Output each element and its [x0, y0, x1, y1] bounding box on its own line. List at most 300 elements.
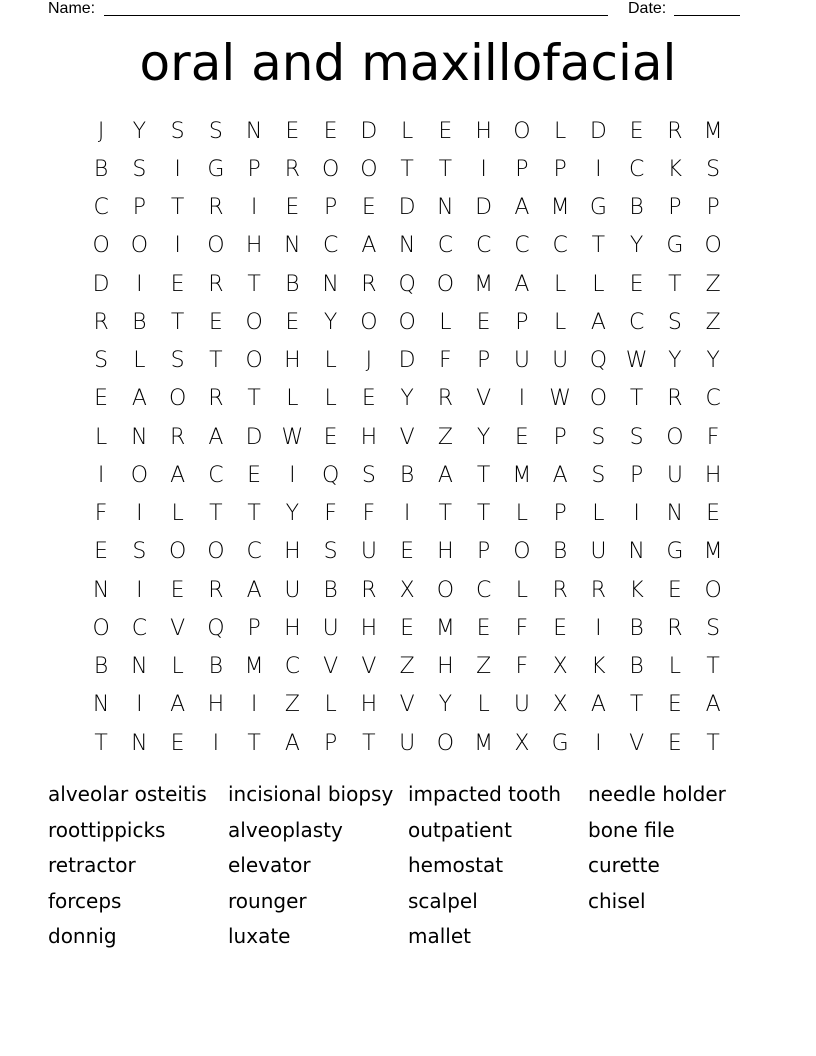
- grid-letter: G: [589, 195, 607, 221]
- grid-letter: T: [247, 501, 261, 527]
- grid-letter: E: [361, 195, 376, 221]
- grid-letter: I: [136, 577, 143, 603]
- grid-letter: T: [247, 386, 261, 412]
- grid-letter: I: [480, 156, 487, 182]
- grid-letter: E: [208, 309, 223, 335]
- grid-letter: F: [439, 348, 452, 374]
- word-list-item: hemostat: [408, 853, 504, 877]
- grid-letter: T: [438, 156, 453, 182]
- grid-letter: G: [666, 539, 684, 565]
- grid-letter: C: [437, 233, 454, 259]
- grid-letter: Q: [589, 348, 608, 374]
- word-list-item: outpatient: [408, 817, 512, 842]
- grid-letter: S: [629, 424, 644, 450]
- grid-letter: U: [590, 539, 607, 565]
- grid-letter: S: [208, 118, 223, 144]
- grid-letter: O: [704, 577, 722, 603]
- grid-letter: I: [250, 692, 258, 718]
- grid-letter: F: [94, 501, 108, 527]
- grid-letter: V: [629, 730, 645, 756]
- grid-letter: V: [361, 654, 377, 680]
- grid-letter: N: [284, 233, 301, 259]
- grid-letter: Y: [438, 692, 453, 718]
- grid-letter: C: [475, 233, 492, 259]
- grid-letter: L: [515, 577, 528, 603]
- grid-letter: N: [131, 730, 148, 756]
- grid-letter: K: [591, 654, 606, 680]
- word-list-item: impacted tooth: [408, 782, 562, 806]
- grid-letter: L: [171, 501, 184, 527]
- grid-letter: E: [514, 424, 529, 450]
- grid-letter: I: [97, 462, 105, 488]
- grid-letter: H: [284, 539, 301, 565]
- grid-letter: H: [284, 615, 301, 641]
- grid-letter: T: [400, 156, 414, 182]
- grid-letter: F: [362, 501, 376, 527]
- grid-letter: A: [131, 386, 147, 412]
- grid-letter: U: [360, 539, 377, 565]
- grid-letter: S: [132, 539, 147, 565]
- grid-letter: E: [667, 730, 682, 756]
- grid-letter: A: [514, 195, 530, 221]
- grid-letter: L: [400, 118, 414, 144]
- grid-letter: S: [667, 309, 682, 335]
- grid-letter: V: [476, 386, 492, 412]
- grid-letter: I: [595, 730, 602, 756]
- grid-letter: P: [323, 195, 338, 221]
- word-list-item: needle holder: [588, 782, 726, 806]
- grid-letter: F: [324, 501, 337, 527]
- grid-letter: K: [629, 577, 644, 603]
- word-list-item: curette: [588, 853, 660, 877]
- grid-letter: B: [629, 654, 644, 680]
- grid-letter: A: [705, 692, 721, 718]
- grid-letter: B: [93, 654, 109, 680]
- grid-letter: U: [513, 692, 530, 718]
- grid-letter: R: [284, 156, 301, 182]
- grid-letter: N: [666, 501, 684, 527]
- grid-letter: B: [323, 577, 338, 603]
- grid-letter: L: [515, 501, 528, 527]
- grid-letter: V: [170, 615, 186, 641]
- grid-letter: E: [170, 577, 185, 603]
- grid-letter: M: [435, 615, 455, 641]
- grid-letter: H: [437, 654, 454, 680]
- grid-letter: E: [476, 615, 491, 641]
- grid-letter: I: [174, 156, 181, 182]
- grid-letter: E: [629, 118, 644, 144]
- grid-letter: C: [628, 309, 645, 335]
- grid-letter: S: [94, 348, 109, 374]
- grid-letter: S: [591, 462, 606, 488]
- grid-letter: B: [552, 539, 568, 565]
- grid-letter: S: [323, 539, 338, 565]
- grid-letter: H: [360, 615, 378, 641]
- grid-letter: P: [476, 348, 491, 374]
- grid-letter: N: [92, 577, 110, 603]
- grid-letter: I: [518, 386, 526, 412]
- word-list-item: alveoplasty: [228, 817, 343, 842]
- grid-letter: E: [361, 386, 376, 412]
- grid-letter: O: [666, 424, 684, 450]
- grid-letter: U: [399, 730, 416, 756]
- grid-letter: P: [323, 730, 338, 756]
- grid-letter: C: [552, 233, 568, 259]
- grid-letter: E: [438, 118, 453, 144]
- grid-letter: S: [706, 156, 721, 182]
- grid-letter: H: [704, 462, 722, 488]
- grid-letter: E: [629, 271, 644, 297]
- grid-letter: L: [553, 118, 567, 144]
- grid-letter: O: [360, 156, 378, 182]
- grid-letter: R: [667, 118, 683, 144]
- grid-letter: G: [551, 730, 569, 756]
- grid-letter: G: [666, 233, 684, 259]
- grid-letter: Q: [321, 462, 340, 488]
- grid-letter: O: [207, 233, 225, 259]
- grid-letter: D: [245, 424, 263, 450]
- grid-letter: R: [208, 386, 224, 412]
- grid-letter: M: [550, 195, 570, 221]
- grid-letter: N: [322, 271, 339, 297]
- grid-letter: Y: [132, 118, 147, 144]
- word-list-item: donnig: [48, 924, 117, 948]
- grid-letter: E: [285, 309, 300, 335]
- grid-letter: C: [246, 539, 262, 565]
- grid-letter: D: [398, 348, 416, 374]
- grid-letter: R: [667, 615, 683, 641]
- grid-letter: E: [247, 462, 262, 488]
- grid-letter: U: [513, 348, 530, 374]
- grid-letter: R: [437, 386, 454, 412]
- grid-letter: H: [207, 692, 225, 718]
- grid-letter: O: [245, 348, 263, 374]
- grid-letter: E: [323, 118, 338, 144]
- word-list: [48, 778, 768, 956]
- grid-letter: P: [706, 195, 720, 221]
- grid-letter: L: [286, 386, 299, 412]
- grid-letter: L: [477, 692, 490, 718]
- grid-letter: X: [552, 692, 568, 718]
- grid-letter: T: [476, 462, 491, 488]
- grid-letter: R: [590, 577, 607, 603]
- grid-letter: O: [245, 309, 263, 335]
- grid-letter: Z: [399, 654, 415, 680]
- grid-letter: V: [399, 424, 415, 450]
- grid-letter: B: [93, 156, 109, 182]
- grid-letter: R: [361, 271, 377, 297]
- grid-letter: T: [438, 501, 453, 527]
- grid-letter: W: [625, 348, 648, 374]
- grid-letter: R: [667, 386, 683, 412]
- grid-letter: Z: [437, 424, 453, 450]
- grid-letter: S: [361, 462, 376, 488]
- grid-letter: I: [212, 730, 220, 756]
- grid-letter: A: [552, 462, 568, 488]
- grid-letter: H: [437, 539, 454, 565]
- grid-letter: F: [515, 615, 529, 641]
- grid-letter: T: [94, 730, 108, 756]
- word-list-item: roottippicks: [48, 817, 166, 842]
- date-label: Date:: [628, 0, 667, 17]
- grid-letter: N: [628, 539, 645, 565]
- grid-letter: E: [400, 539, 415, 565]
- grid-letter: A: [208, 424, 224, 450]
- grid-letter: D: [475, 195, 493, 221]
- grid-letter: A: [170, 692, 186, 718]
- grid-letter: M: [244, 654, 264, 680]
- grid-letter: T: [247, 271, 261, 297]
- grid-letter: T: [247, 730, 261, 756]
- grid-letter: D: [92, 271, 110, 297]
- word-list-item: alveolar osteitis: [48, 782, 207, 806]
- grid-letter: E: [285, 118, 300, 144]
- grid-letter: W: [281, 424, 304, 450]
- grid-letter: U: [284, 577, 301, 603]
- grid-letter: A: [284, 730, 300, 756]
- grid-letter: T: [170, 195, 185, 221]
- grid-letter: D: [398, 195, 416, 221]
- grid-letter: E: [667, 577, 682, 603]
- grid-letter: S: [170, 348, 185, 374]
- grid-letter: P: [553, 156, 567, 182]
- word-list-item: chisel: [588, 888, 646, 913]
- grid-letter: T: [668, 271, 682, 297]
- grid-letter: C: [93, 195, 109, 221]
- grid-letter: P: [668, 195, 682, 221]
- grid-letter: N: [92, 692, 110, 718]
- grid-letter: C: [322, 233, 339, 259]
- grid-letter: O: [130, 462, 149, 488]
- grid-letter: A: [590, 309, 606, 335]
- grid-letter: I: [595, 615, 602, 641]
- grid-letter: M: [703, 118, 723, 144]
- grid-letter: P: [553, 424, 567, 450]
- grid-letter: B: [399, 462, 415, 488]
- grid-letter: L: [592, 271, 605, 297]
- grid-letter: V: [399, 692, 415, 718]
- grid-letter: E: [285, 195, 300, 221]
- grid-letter: L: [324, 386, 337, 412]
- grid-letter: T: [629, 692, 644, 718]
- grid-letter: M: [474, 730, 494, 756]
- grid-letter: B: [629, 615, 644, 641]
- grid-letter: A: [437, 462, 453, 488]
- grid-letter: R: [208, 577, 224, 603]
- grid-letter: M: [512, 462, 532, 488]
- grid-letter: T: [362, 730, 376, 756]
- grid-letter: E: [476, 309, 491, 335]
- grid-letter: X: [552, 654, 568, 680]
- header: [48, 0, 748, 20]
- grid-letter: E: [323, 424, 338, 450]
- grid-letter: O: [92, 233, 110, 259]
- grid-letter: A: [170, 462, 186, 488]
- grid-letter: O: [207, 539, 225, 565]
- grid-letter: I: [250, 195, 258, 221]
- grid-letter: F: [706, 424, 720, 450]
- grid-letter: K: [667, 156, 683, 182]
- grid-letter: N: [437, 195, 454, 221]
- word-list-item: mallet: [408, 924, 471, 948]
- grid-letter: O: [513, 118, 531, 144]
- grid-letter: L: [324, 692, 337, 718]
- grid-letter: O: [321, 156, 340, 182]
- grid-letter: I: [174, 233, 181, 259]
- grid-letter: N: [131, 424, 148, 450]
- grid-letter: T: [706, 654, 720, 680]
- grid-letter: P: [515, 309, 529, 335]
- grid-letter: B: [629, 195, 644, 221]
- grid-letter: O: [92, 615, 110, 641]
- grid-letter: T: [209, 501, 223, 527]
- grid-letter: T: [209, 348, 223, 374]
- grid-letter: V: [323, 654, 339, 680]
- grid-letter: P: [553, 501, 567, 527]
- grid-letter: H: [245, 233, 263, 259]
- grid-letter: C: [475, 577, 492, 603]
- grid-letter: Q: [398, 271, 416, 297]
- grid-letter: T: [476, 501, 491, 527]
- grid-letter: G: [207, 156, 225, 182]
- grid-letter: A: [590, 692, 606, 718]
- grid-letter: R: [361, 577, 377, 603]
- grid-letter: H: [284, 348, 301, 374]
- grid-letter: E: [553, 615, 568, 641]
- grid-letter: O: [589, 386, 608, 412]
- grid-letter: I: [136, 501, 143, 527]
- grid-letter: I: [403, 501, 411, 527]
- grid-letter: A: [246, 577, 262, 603]
- grid-letter: P: [247, 156, 261, 182]
- grid-letter: Y: [706, 348, 720, 374]
- grid-letter: A: [361, 233, 377, 259]
- grid-letter: D: [589, 118, 607, 144]
- word-list-item: scalpel: [408, 888, 478, 913]
- grid-letter: C: [284, 654, 301, 680]
- grid-letter: R: [169, 424, 186, 450]
- grid-letter: O: [436, 577, 455, 603]
- grid-letter: E: [667, 692, 682, 718]
- grid-letter: Y: [285, 501, 300, 527]
- grid-letter: Y: [629, 233, 644, 259]
- grid-letter: W: [549, 386, 571, 412]
- grid-letter: P: [476, 539, 491, 565]
- grid-letter: I: [136, 692, 143, 718]
- grid-letter: F: [515, 654, 529, 680]
- grid-letter: O: [360, 309, 378, 335]
- word-list-item: elevator: [228, 853, 311, 877]
- grid-letter: C: [131, 615, 148, 641]
- grid-letter: Y: [323, 309, 338, 335]
- grid-letter: E: [170, 271, 185, 297]
- grid-letter: Y: [668, 348, 682, 374]
- grid-letter: O: [398, 309, 416, 335]
- grid-letter: P: [132, 195, 147, 221]
- grid-letter: E: [94, 539, 109, 565]
- word-list-item: luxate: [228, 924, 291, 948]
- grid-letter: P: [629, 462, 644, 488]
- grid-letter: R: [208, 271, 224, 297]
- word-list-item: rounger: [228, 888, 307, 913]
- grid-letter: R: [208, 195, 224, 221]
- grid-letter: E: [706, 501, 721, 527]
- grid-letter: I: [595, 156, 602, 182]
- grid-letter: T: [629, 386, 644, 412]
- grid-letter: B: [132, 309, 147, 335]
- grid-letter: L: [133, 348, 146, 374]
- grid-letter: N: [131, 654, 148, 680]
- grid-letter: O: [704, 233, 722, 259]
- grid-letter: S: [170, 118, 185, 144]
- grid-letter: L: [171, 654, 184, 680]
- word-list-item: retractor: [48, 853, 136, 877]
- grid-letter: X: [399, 577, 415, 603]
- page-title: oral and maxillofacial: [139, 34, 677, 92]
- grid-letter: Z: [476, 654, 492, 680]
- grid-letter: N: [245, 118, 263, 144]
- grid-letter: U: [322, 615, 339, 641]
- grid-letter: S: [706, 615, 721, 641]
- grid-letter: I: [136, 271, 143, 297]
- grid-letter: M: [703, 539, 723, 565]
- grid-letter: L: [439, 309, 452, 335]
- grid-letter: E: [94, 386, 109, 412]
- grid-letter: R: [552, 577, 568, 603]
- grid-letter: A: [514, 271, 530, 297]
- grid-letter: Z: [284, 692, 300, 718]
- grid-letter: P: [515, 156, 529, 182]
- grid-letter: H: [360, 424, 378, 450]
- grid-letter: Z: [705, 271, 721, 297]
- grid-letter: L: [592, 501, 605, 527]
- grid-letter: I: [633, 501, 640, 527]
- word-list-item: bone file: [588, 817, 675, 842]
- grid-letter: C: [628, 156, 645, 182]
- grid-letter: O: [513, 539, 531, 565]
- grid-letter: Q: [207, 615, 225, 641]
- grid-letter: L: [324, 348, 337, 374]
- word-list-item: forceps: [48, 888, 122, 913]
- grid-letter: N: [398, 233, 416, 259]
- grid-letter: Y: [400, 386, 414, 412]
- grid-letter: T: [170, 309, 185, 335]
- grid-letter: P: [247, 615, 261, 641]
- grid-letter: I: [289, 462, 296, 488]
- grid-letter: U: [552, 348, 569, 374]
- grid-letter: L: [668, 654, 681, 680]
- grid-letter: R: [93, 309, 109, 335]
- grid-letter: L: [553, 309, 567, 335]
- grid-letter: Z: [705, 309, 721, 335]
- grid-letter: B: [285, 271, 300, 297]
- grid-letter: L: [94, 424, 108, 450]
- grid-letter: L: [553, 271, 567, 297]
- grid-letter: O: [130, 233, 149, 259]
- grid-letter: D: [360, 118, 378, 144]
- grid-letter: C: [514, 233, 530, 259]
- grid-letter: C: [208, 462, 224, 488]
- grid-letter: B: [208, 654, 224, 680]
- name-blank-line: [104, 15, 608, 16]
- grid-letter: C: [705, 386, 721, 412]
- grid-letter: Y: [476, 424, 491, 450]
- grid-letter: H: [475, 118, 492, 144]
- grid-letter: U: [666, 462, 683, 488]
- grid-letter: M: [474, 271, 494, 297]
- grid-letter: S: [132, 156, 147, 182]
- grid-letter: S: [591, 424, 606, 450]
